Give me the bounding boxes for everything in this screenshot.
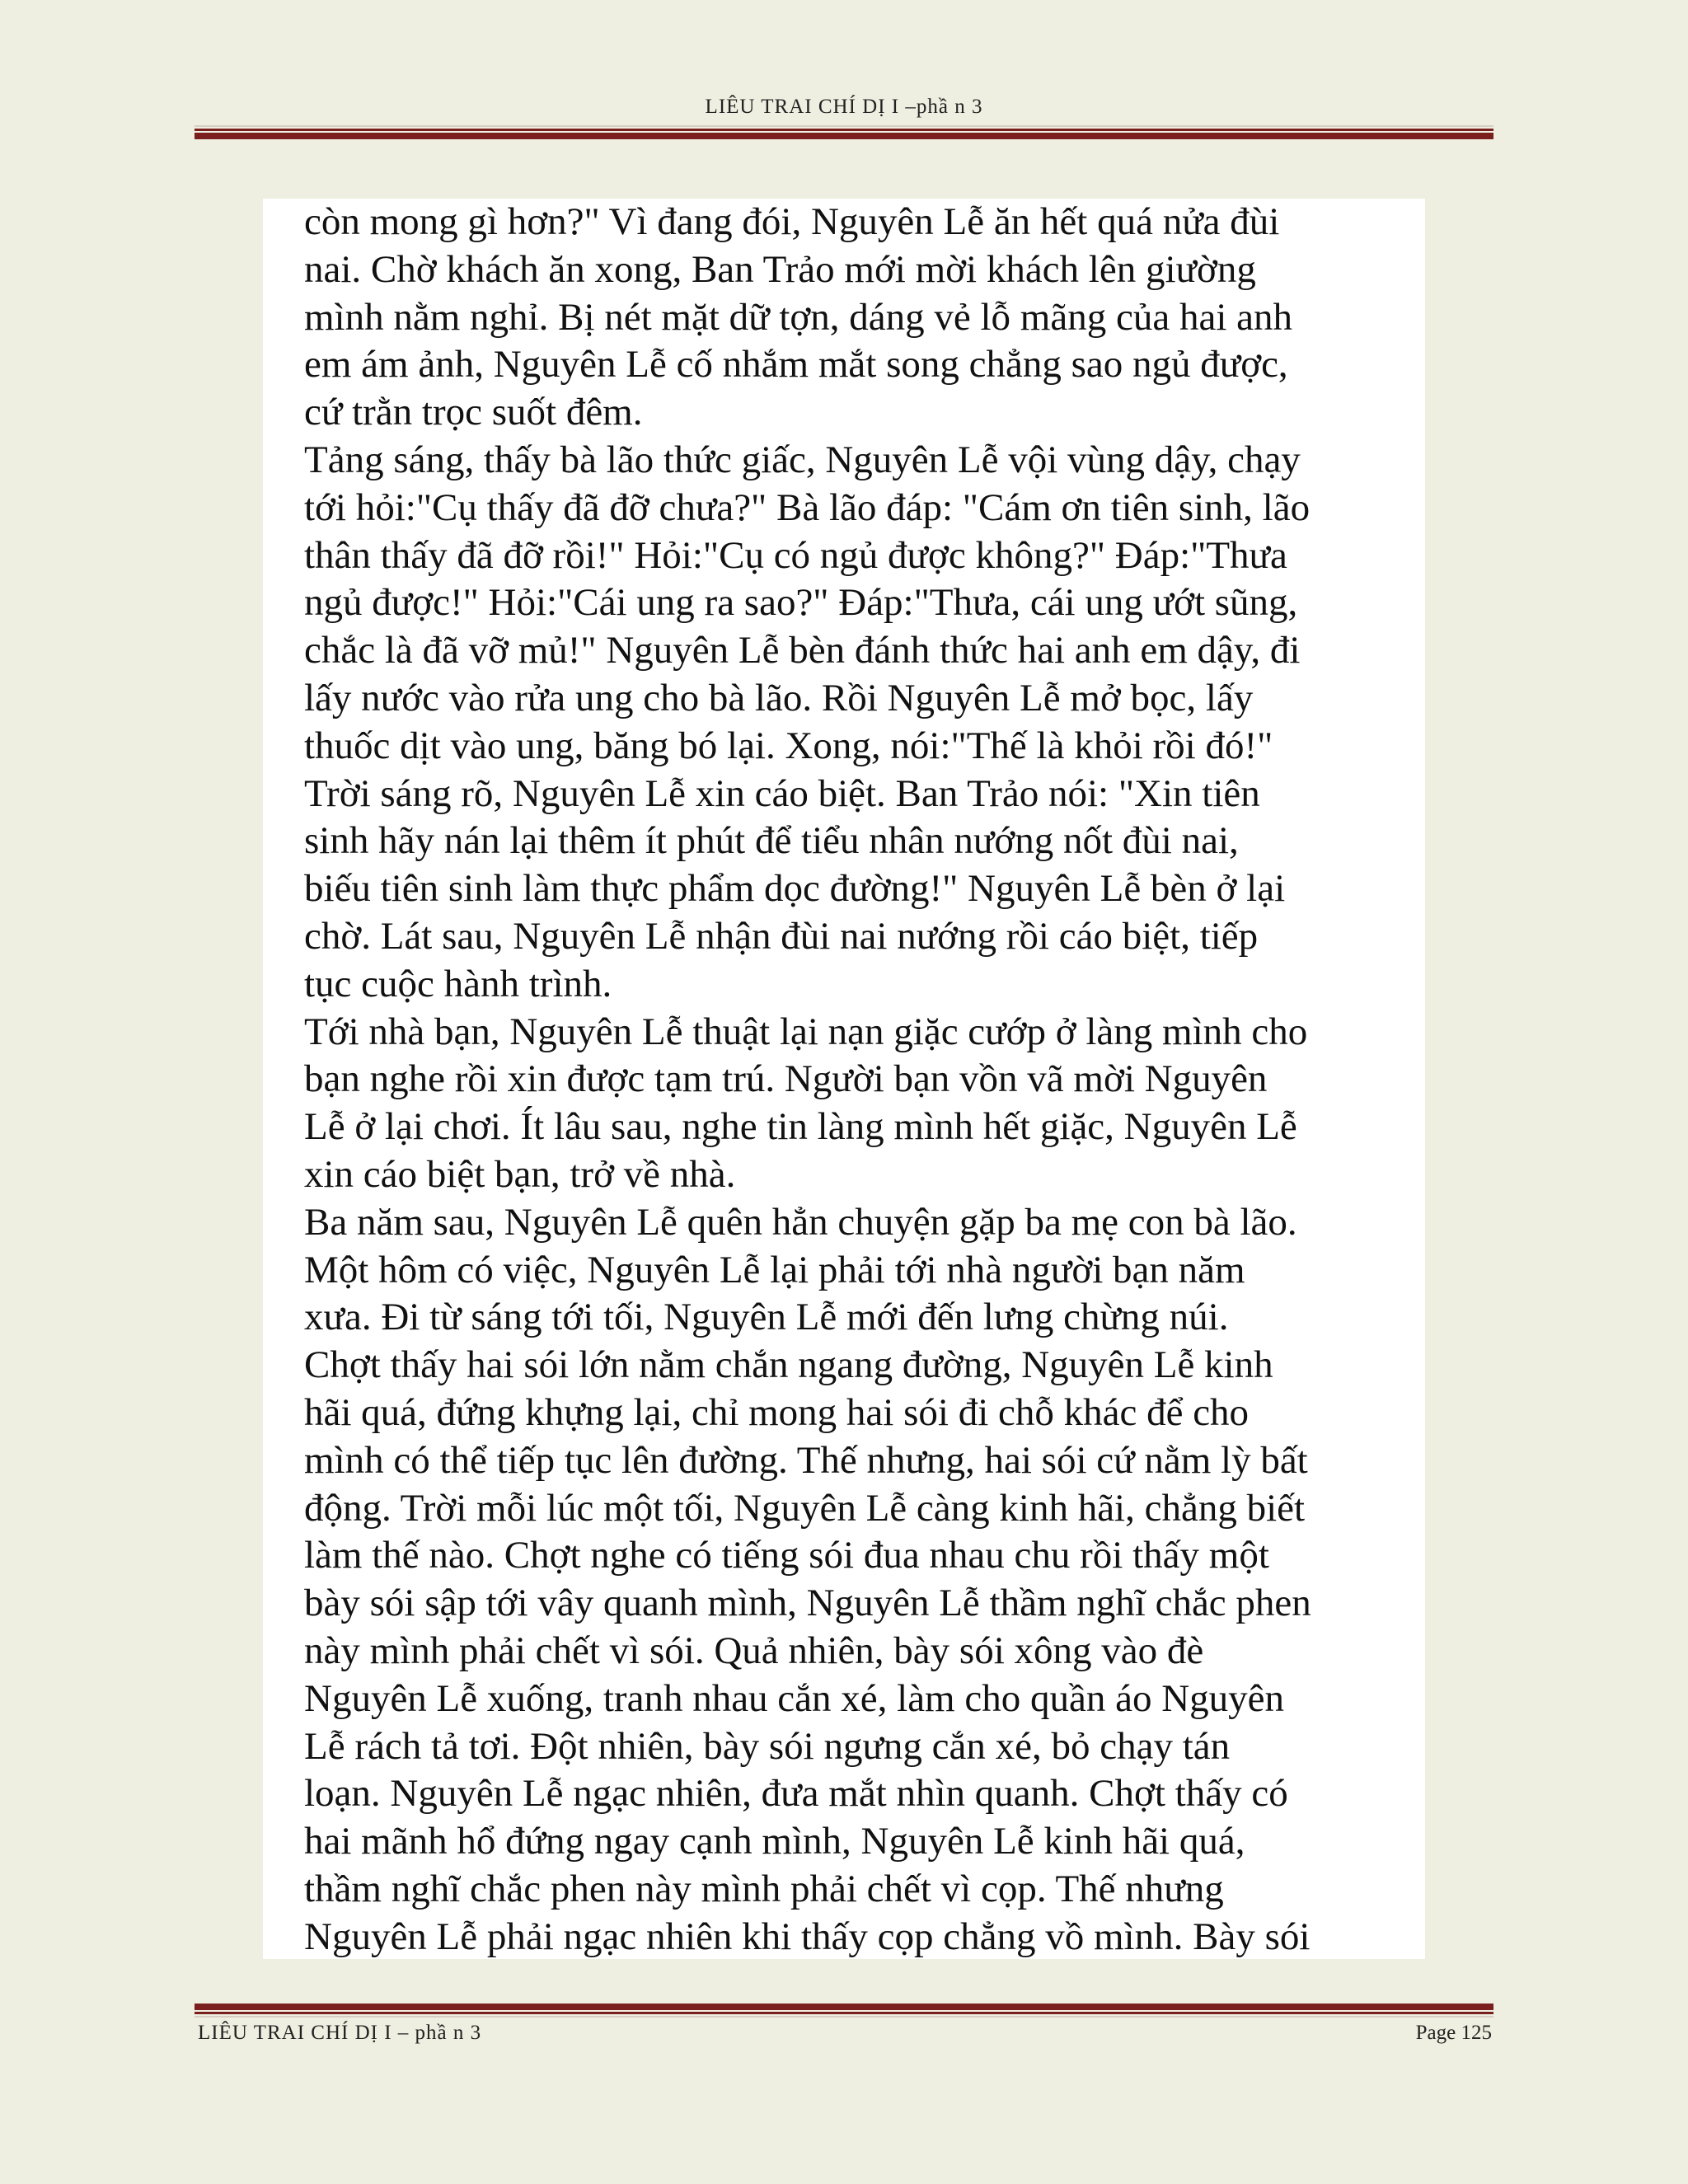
- page-number: Page 125: [1415, 2022, 1492, 2044]
- text-line: Một hôm có việc, Nguyên Lễ lại phải tới nhà người bạn năm: [304, 1248, 1245, 1291]
- text-line: thân thấy đã đỡ rồi!" Hỏi:"Cụ có ngủ được không?" Đáp:"Thưa: [304, 533, 1287, 577]
- text-line: Tảng sáng, thấy bà lão thức giấc, Nguyên Lễ vội vùng dậy, chạy: [304, 438, 1301, 481]
- text-line: mình nằm nghỉ. Bị nét mặt dữ tợn, dáng vẻ lỗ mãng của hai anh: [304, 295, 1292, 339]
- text-line: xin cáo biệt bạn, trở về nhà.: [304, 1152, 736, 1196]
- text-line: bày sói sập tới vây quanh mình, Nguyên Lễ thầm nghĩ chắc phen: [304, 1582, 1311, 1625]
- text-line: chắc là đã vỡ mủ!" Nguyên Lễ bèn đánh thức hai anh em dậy, đi: [304, 629, 1301, 673]
- text-line: bạn nghe rồi xin được tạm trú. Người bạn vồn vã mời Nguyên: [304, 1057, 1268, 1101]
- header-rule-thick: [195, 133, 1493, 139]
- text-line: hãi quá, đứng khựng lại, chỉ mong hai sói đi chỗ khác để cho: [304, 1390, 1250, 1434]
- text-line: em ám ảnh, Nguyên Lễ cố nhắm mắt song chẳng sao ngủ được,: [304, 343, 1288, 387]
- text-line: thầm nghĩ chắc phen này mình phải chết vì cọp. Thế nhưng: [304, 1867, 1224, 1910]
- text-line: ngủ được!" Hỏi:"Cái ung ra sao?" Đáp:"Thưa, cái ung ướt sũng,: [304, 581, 1298, 625]
- text-line: tục cuộc hành trình.: [304, 962, 612, 1005]
- text-line: hai mãnh hổ đứng ngay cạnh mình, Nguyên Lễ kinh hãi quá,: [304, 1820, 1245, 1863]
- text-line: loạn. Nguyên Lễ ngạc nhiên, đưa mắt nhìn quanh. Chợt thấy có: [304, 1772, 1288, 1816]
- text-line: Lễ ở lại chơi. Ít lâu sau, nghe tin làng mình hết giặc, Nguyên Lễ: [304, 1105, 1297, 1149]
- text-line: Chợt thấy hai sói lớn nằm chắn ngang đường, Nguyên Lễ kinh: [304, 1343, 1273, 1387]
- text-line: Tới nhà bạn, Nguyên Lễ thuật lại nạn giặc cướp ở làng mình cho: [304, 1010, 1308, 1053]
- body-text: [304, 199, 1425, 1961]
- text-line: Nguyên Lễ xuống, tranh nhau cắn xé, làm cho quần áo Nguyên: [304, 1676, 1284, 1720]
- footer-rule-thick: [195, 2004, 1493, 2010]
- header-rule-light: [195, 125, 1493, 127]
- text-line: tới hỏi:"Cụ thấy đã đỡ chưa?" Bà lão đáp: "Cám ơn tiên sinh, lão: [304, 485, 1311, 529]
- text-line: động. Trời mỗi lúc một tối, Nguyên Lễ càng kinh hãi, chẳng biết: [304, 1486, 1306, 1530]
- text-line: còn mong gì hơn?" Vì đang đói, Nguyên Lễ ăn hết quá nửa đùi: [304, 200, 1280, 243]
- text-line: lấy nước vào rửa ung cho bà lão. Rồi Nguyên Lễ mở bọc, lấy: [304, 676, 1254, 719]
- header-rule-thin: [195, 129, 1493, 131]
- text-line: này mình phải chết vì sói. Quả nhiên, bày sói xông vào đè: [304, 1629, 1204, 1672]
- text-line: làm thế nào. Chợt nghe có tiếng sói đua nhau chu rồi thấy một: [304, 1534, 1269, 1577]
- page-content-area: [263, 199, 1425, 1959]
- text-line: sinh hãy nán lại thêm ít phút để tiểu nhân nướng nốt đùi nai,: [304, 819, 1239, 863]
- text-line: xưa. Đi từ sáng tới tối, Nguyên Lễ mới đến lưng chừng núi.: [304, 1296, 1229, 1339]
- text-line: cứ trằn trọc suốt đêm.: [304, 391, 643, 434]
- footer-rule-light: [195, 2016, 1493, 2018]
- text-line: chờ. Lát sau, Nguyên Lễ nhận đùi nai nướng rồi cáo biệt, tiếp: [304, 914, 1259, 958]
- text-line: Lễ rách tả tơi. Đột nhiên, bày sói ngưng cắn xé, bỏ chạy tán: [304, 1724, 1231, 1768]
- running-footer-title: LIÊU TRAI CHÍ DỊ I – phầ n 3: [198, 2022, 482, 2044]
- text-line: Trời sáng rõ, Nguyên Lễ xin cáo biệt. Ban Trảo nói: "Xin tiên: [304, 771, 1260, 815]
- text-line: Nguyên Lễ phải ngạc nhiên khi thấy cọp chẳng vồ mình. Bày sói: [304, 1915, 1311, 1958]
- text-line: mình có thể tiếp tục lên đường. Thế nhưng, hai sói cứ nằm lỳ bất: [304, 1438, 1308, 1482]
- footer-rule-thin: [195, 2012, 1493, 2014]
- text-line: nai. Chờ khách ăn xong, Ban Trảo mới mời khách lên giường: [304, 247, 1256, 291]
- text-line: Ba năm sau, Nguyên Lễ quên hẳn chuyện gặp ba mẹ con bà lão.: [304, 1200, 1297, 1244]
- text-line: thuốc dịt vào ung, băng bó lại. Xong, nói:"Thế là khỏi rồi đó!": [304, 724, 1273, 767]
- running-header-title: LIÊU TRAI CHÍ DỊ I –phầ n 3: [705, 96, 983, 118]
- text-line: biếu tiên sinh làm thực phẩm dọc đường!" Nguyên Lễ bèn ở lại: [304, 867, 1286, 911]
